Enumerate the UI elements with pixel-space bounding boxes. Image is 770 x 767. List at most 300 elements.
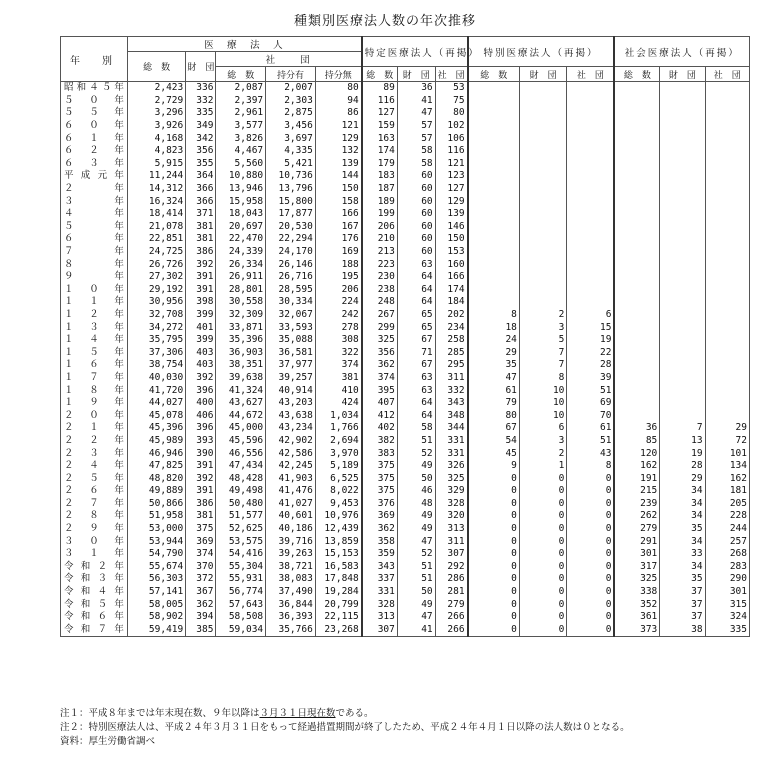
value-cell bbox=[519, 158, 567, 171]
value-cell: 372 bbox=[186, 573, 216, 586]
table-row bbox=[61, 271, 750, 284]
value-cell: 35,396 bbox=[216, 334, 266, 347]
footnotes bbox=[60, 707, 760, 749]
value-cell: 80 bbox=[435, 107, 467, 120]
value-cell: 69 bbox=[567, 397, 615, 410]
year-cell: ３０年 bbox=[61, 535, 128, 548]
table-row bbox=[61, 523, 750, 536]
value-cell: 37,306 bbox=[127, 346, 185, 359]
value-cell bbox=[660, 233, 705, 246]
value-cell: 188 bbox=[315, 258, 361, 271]
value-cell: 43 bbox=[567, 447, 615, 460]
value-cell: 43,638 bbox=[266, 409, 316, 422]
value-cell: 268 bbox=[705, 548, 749, 561]
value-cell: 58 bbox=[397, 422, 435, 435]
value-cell: 176 bbox=[315, 233, 361, 246]
value-cell: 285 bbox=[435, 346, 467, 359]
value-cell bbox=[519, 246, 567, 259]
value-cell: 391 bbox=[186, 271, 216, 284]
value-cell bbox=[705, 346, 749, 359]
value-cell: 390 bbox=[186, 447, 216, 460]
value-cell: 85 bbox=[614, 435, 659, 448]
value-cell: 40,030 bbox=[127, 372, 185, 385]
value-cell: 36,844 bbox=[266, 598, 316, 611]
value-cell bbox=[705, 233, 749, 246]
value-cell bbox=[705, 409, 749, 422]
value-cell: 224 bbox=[315, 296, 361, 309]
value-cell: 49 bbox=[397, 460, 435, 473]
value-cell: 17,877 bbox=[266, 208, 316, 221]
tokubetsu-zaidan-header: 財 団 bbox=[519, 67, 567, 82]
year-cell: ６年 bbox=[61, 233, 128, 246]
value-cell: 20,697 bbox=[216, 221, 266, 234]
value-cell bbox=[519, 208, 567, 221]
value-cell bbox=[614, 107, 659, 120]
value-cell: 41,720 bbox=[127, 384, 185, 397]
value-cell: 362 bbox=[186, 598, 216, 611]
value-cell bbox=[519, 233, 567, 246]
value-cell: 36,581 bbox=[266, 346, 316, 359]
value-cell: 42,586 bbox=[266, 447, 316, 460]
value-cell: 181 bbox=[705, 485, 749, 498]
value-cell: 369 bbox=[362, 510, 398, 523]
value-cell bbox=[614, 346, 659, 359]
value-cell: 48 bbox=[397, 498, 435, 511]
value-cell: 59,419 bbox=[127, 624, 185, 637]
value-cell: 381 bbox=[186, 233, 216, 246]
value-cell bbox=[614, 132, 659, 145]
value-cell bbox=[519, 120, 567, 133]
value-cell: 58,902 bbox=[127, 611, 185, 624]
value-cell: 47,434 bbox=[216, 460, 266, 473]
value-cell: 32,309 bbox=[216, 309, 266, 322]
value-cell: 50,866 bbox=[127, 498, 185, 511]
value-cell: 43,627 bbox=[216, 397, 266, 410]
value-cell bbox=[660, 95, 705, 108]
value-cell: 102 bbox=[435, 120, 467, 133]
value-cell: 51 bbox=[397, 561, 435, 574]
year-cell: 令和５年 bbox=[61, 598, 128, 611]
value-cell bbox=[614, 120, 659, 133]
table-row bbox=[61, 221, 750, 234]
value-cell: 58 bbox=[397, 145, 435, 158]
year-cell: １７年 bbox=[61, 372, 128, 385]
value-cell: 12,439 bbox=[315, 523, 361, 536]
value-cell: 174 bbox=[362, 145, 398, 158]
value-cell: 3,970 bbox=[315, 447, 361, 460]
value-cell bbox=[468, 195, 520, 208]
table-row bbox=[61, 485, 750, 498]
value-cell bbox=[660, 107, 705, 120]
value-cell: 424 bbox=[315, 397, 361, 410]
value-cell: 41,903 bbox=[266, 472, 316, 485]
value-cell: 0 bbox=[519, 611, 567, 624]
value-cell: 278 bbox=[315, 321, 361, 334]
value-cell bbox=[614, 246, 659, 259]
value-cell: 123 bbox=[435, 170, 467, 183]
value-cell: 15,958 bbox=[216, 195, 266, 208]
value-cell: 370 bbox=[186, 561, 216, 574]
value-cell: 45,078 bbox=[127, 409, 185, 422]
table-row bbox=[61, 447, 750, 460]
table-row bbox=[61, 284, 750, 297]
value-cell: 295 bbox=[435, 359, 467, 372]
value-cell: 41 bbox=[397, 95, 435, 108]
value-cell: 0 bbox=[519, 485, 567, 498]
value-cell bbox=[519, 82, 567, 95]
value-cell: 34 bbox=[660, 485, 705, 498]
value-cell bbox=[567, 271, 615, 284]
value-cell: 394 bbox=[186, 611, 216, 624]
zaidan-header: 財 団 bbox=[186, 52, 216, 82]
value-cell: 37 bbox=[660, 586, 705, 599]
table-row bbox=[61, 586, 750, 599]
value-cell: 0 bbox=[519, 535, 567, 548]
value-cell: 3,826 bbox=[216, 132, 266, 145]
year-cell: ２３年 bbox=[61, 447, 128, 460]
value-cell: 47 bbox=[397, 107, 435, 120]
year-cell: ２９年 bbox=[61, 523, 128, 536]
value-cell: 22,470 bbox=[216, 233, 266, 246]
note-1 bbox=[60, 707, 760, 721]
value-cell: 401 bbox=[186, 321, 216, 334]
value-cell: 70 bbox=[567, 409, 615, 422]
value-cell: 39 bbox=[567, 372, 615, 385]
table-row bbox=[61, 258, 750, 271]
value-cell: 0 bbox=[519, 548, 567, 561]
value-cell bbox=[519, 195, 567, 208]
value-cell: 286 bbox=[435, 573, 467, 586]
value-cell: 26,911 bbox=[216, 271, 266, 284]
value-cell: 242 bbox=[315, 309, 361, 322]
value-cell: 64 bbox=[397, 271, 435, 284]
value-cell: 290 bbox=[705, 573, 749, 586]
value-cell: 328 bbox=[362, 598, 398, 611]
year-cell: 昭和４５年 bbox=[61, 82, 128, 95]
value-cell: 60 bbox=[397, 183, 435, 196]
page-title: 種類別医療法人数の年次推移 bbox=[293, 14, 476, 29]
value-cell: 32,708 bbox=[127, 309, 185, 322]
value-cell: 308 bbox=[315, 334, 361, 347]
value-cell: 396 bbox=[186, 384, 216, 397]
value-cell bbox=[519, 296, 567, 309]
value-cell bbox=[567, 296, 615, 309]
value-cell: 60 bbox=[397, 221, 435, 234]
value-cell: 52,625 bbox=[216, 523, 266, 536]
tokutei-header: 特定医療法人（再掲） bbox=[362, 37, 468, 67]
value-cell bbox=[660, 334, 705, 347]
value-cell: 24,170 bbox=[266, 246, 316, 259]
value-cell: 2,397 bbox=[216, 95, 266, 108]
value-cell bbox=[614, 284, 659, 297]
value-cell: 40,914 bbox=[266, 384, 316, 397]
value-cell: 35,766 bbox=[266, 624, 316, 637]
value-cell bbox=[567, 120, 615, 133]
value-cell: 46,556 bbox=[216, 447, 266, 460]
value-cell: 381 bbox=[186, 510, 216, 523]
value-cell: 32,067 bbox=[266, 309, 316, 322]
value-cell: 42,245 bbox=[266, 460, 316, 473]
value-cell: 40,186 bbox=[266, 523, 316, 536]
value-cell: 391 bbox=[186, 485, 216, 498]
value-cell: 27,302 bbox=[127, 271, 185, 284]
value-cell: 399 bbox=[186, 334, 216, 347]
value-cell: 39,257 bbox=[266, 372, 316, 385]
mochibun-ari-header: 持分有 bbox=[266, 67, 316, 82]
value-cell: 361 bbox=[614, 611, 659, 624]
year-cell: 令和２年 bbox=[61, 561, 128, 574]
year-cell: ５５年 bbox=[61, 107, 128, 120]
value-cell: 159 bbox=[362, 120, 398, 133]
value-cell: 1,766 bbox=[315, 422, 361, 435]
value-cell: 4,823 bbox=[127, 145, 185, 158]
value-cell bbox=[567, 233, 615, 246]
value-cell: 80 bbox=[468, 409, 520, 422]
note-2: 注２：特別医療法人は、平成２４年３月３１日をもって経過措置期間が終了したため、平成２４年４月１日以降の法人数は０となる。 bbox=[60, 722, 630, 733]
value-cell bbox=[468, 82, 520, 95]
value-cell: 410 bbox=[315, 384, 361, 397]
value-cell: 391 bbox=[186, 460, 216, 473]
value-cell: 358 bbox=[362, 535, 398, 548]
value-cell: 325 bbox=[435, 472, 467, 485]
year-cell: ９年 bbox=[61, 271, 128, 284]
value-cell: 332 bbox=[186, 95, 216, 108]
value-cell: 49,889 bbox=[127, 485, 185, 498]
table-row bbox=[61, 346, 750, 359]
value-cell: 65 bbox=[397, 309, 435, 322]
value-cell: 20,799 bbox=[315, 598, 361, 611]
value-cell: 4,168 bbox=[127, 132, 185, 145]
value-cell: 19,284 bbox=[315, 586, 361, 599]
value-cell bbox=[705, 246, 749, 259]
year-cell: ２７年 bbox=[61, 498, 128, 511]
value-cell: 8,022 bbox=[315, 485, 361, 498]
value-cell: 150 bbox=[435, 233, 467, 246]
value-cell: 381 bbox=[186, 221, 216, 234]
value-cell bbox=[614, 309, 659, 322]
value-cell: 45,596 bbox=[216, 435, 266, 448]
value-cell: 313 bbox=[435, 523, 467, 536]
year-cell: ７年 bbox=[61, 246, 128, 259]
value-cell: 5,421 bbox=[266, 158, 316, 171]
value-cell bbox=[567, 158, 615, 171]
value-cell: 37,490 bbox=[266, 586, 316, 599]
value-cell bbox=[660, 246, 705, 259]
value-cell: 29 bbox=[660, 472, 705, 485]
value-cell: 400 bbox=[186, 397, 216, 410]
year-cell: ３年 bbox=[61, 195, 128, 208]
value-cell: 45 bbox=[468, 447, 520, 460]
value-cell: 0 bbox=[519, 598, 567, 611]
table-row bbox=[61, 132, 750, 145]
value-cell bbox=[660, 384, 705, 397]
value-cell: 0 bbox=[468, 586, 520, 599]
value-cell: 386 bbox=[186, 246, 216, 259]
value-cell bbox=[468, 246, 520, 259]
year-cell: ６０年 bbox=[61, 120, 128, 133]
value-cell: 56,774 bbox=[216, 586, 266, 599]
value-cell: 22,115 bbox=[315, 611, 361, 624]
value-cell: 362 bbox=[362, 523, 398, 536]
value-cell: 382 bbox=[362, 435, 398, 448]
value-cell: 3 bbox=[519, 435, 567, 448]
total-header: 総 数 bbox=[127, 52, 185, 82]
value-cell: 0 bbox=[567, 586, 615, 599]
year-header: 年 別 bbox=[61, 37, 128, 82]
table-body bbox=[61, 82, 750, 637]
value-cell: 331 bbox=[362, 586, 398, 599]
value-cell: 20,530 bbox=[266, 221, 316, 234]
value-cell: 67 bbox=[397, 334, 435, 347]
value-cell: 15 bbox=[567, 321, 615, 334]
value-cell: 63 bbox=[397, 372, 435, 385]
value-cell: 326 bbox=[435, 460, 467, 473]
value-cell bbox=[705, 158, 749, 171]
value-cell: 376 bbox=[362, 498, 398, 511]
year-cell: ２１年 bbox=[61, 422, 128, 435]
value-cell: 13,946 bbox=[216, 183, 266, 196]
value-cell bbox=[705, 296, 749, 309]
value-cell: 0 bbox=[468, 535, 520, 548]
note-1-text-a: 注１：平成８年までは年末現在数、９年以降は bbox=[60, 708, 260, 719]
value-cell: 2,729 bbox=[127, 95, 185, 108]
value-cell: 139 bbox=[435, 208, 467, 221]
year-cell: １８年 bbox=[61, 384, 128, 397]
value-cell: 281 bbox=[435, 586, 467, 599]
value-cell: 43,234 bbox=[266, 422, 316, 435]
table-row bbox=[61, 120, 750, 133]
value-cell: 10,976 bbox=[315, 510, 361, 523]
table-row bbox=[61, 107, 750, 120]
value-cell: 10,880 bbox=[216, 170, 266, 183]
value-cell bbox=[660, 409, 705, 422]
value-cell: 406 bbox=[186, 409, 216, 422]
value-cell: 279 bbox=[614, 523, 659, 536]
value-cell: 121 bbox=[435, 158, 467, 171]
value-cell bbox=[567, 170, 615, 183]
value-cell: 7 bbox=[519, 346, 567, 359]
value-cell bbox=[614, 233, 659, 246]
value-cell: 359 bbox=[362, 548, 398, 561]
value-cell: 47 bbox=[468, 372, 520, 385]
value-cell: 162 bbox=[705, 472, 749, 485]
year-cell: ２２年 bbox=[61, 435, 128, 448]
value-cell: 116 bbox=[435, 145, 467, 158]
value-cell bbox=[468, 158, 520, 171]
value-cell bbox=[705, 271, 749, 284]
value-cell: 403 bbox=[186, 359, 216, 372]
value-cell: 324 bbox=[705, 611, 749, 624]
value-cell: 22 bbox=[567, 346, 615, 359]
table-row bbox=[61, 321, 750, 334]
value-cell bbox=[660, 296, 705, 309]
value-cell: 373 bbox=[614, 624, 659, 637]
value-cell: 30,558 bbox=[216, 296, 266, 309]
value-cell: 63 bbox=[397, 384, 435, 397]
value-cell: 266 bbox=[435, 611, 467, 624]
value-cell: 311 bbox=[435, 372, 467, 385]
year-cell: ４年 bbox=[61, 208, 128, 221]
value-cell: 44,672 bbox=[216, 409, 266, 422]
value-cell: 349 bbox=[186, 120, 216, 133]
value-cell: 51,577 bbox=[216, 510, 266, 523]
value-cell: 244 bbox=[705, 523, 749, 536]
value-cell: 59,034 bbox=[216, 624, 266, 637]
value-cell: 315 bbox=[705, 598, 749, 611]
value-cell: 1 bbox=[519, 460, 567, 473]
value-cell: 0 bbox=[519, 498, 567, 511]
value-cell: 393 bbox=[186, 435, 216, 448]
shakai-shadan-header: 社 団 bbox=[705, 67, 749, 82]
value-cell: 5 bbox=[519, 334, 567, 347]
value-cell: 5,915 bbox=[127, 158, 185, 171]
value-cell: 0 bbox=[468, 624, 520, 637]
value-cell: 7 bbox=[660, 422, 705, 435]
value-cell: 60 bbox=[397, 233, 435, 246]
value-cell: 18 bbox=[468, 321, 520, 334]
value-cell: 0 bbox=[567, 548, 615, 561]
value-cell: 54,416 bbox=[216, 548, 266, 561]
value-cell: 325 bbox=[362, 334, 398, 347]
value-cell: 41,324 bbox=[216, 384, 266, 397]
value-cell: 313 bbox=[362, 611, 398, 624]
value-cell: 239 bbox=[614, 498, 659, 511]
value-cell: 9,453 bbox=[315, 498, 361, 511]
value-cell: 0 bbox=[468, 523, 520, 536]
value-cell: 344 bbox=[435, 422, 467, 435]
note-1-underlined: ３月３１日現在数 bbox=[259, 708, 336, 719]
value-cell bbox=[567, 284, 615, 297]
value-cell bbox=[519, 145, 567, 158]
year-cell: ２４年 bbox=[61, 460, 128, 473]
value-cell: 205 bbox=[705, 498, 749, 511]
value-cell: 121 bbox=[315, 120, 361, 133]
value-cell: 37 bbox=[660, 598, 705, 611]
value-cell: 343 bbox=[435, 397, 467, 410]
value-cell: 2,087 bbox=[216, 82, 266, 95]
table-row bbox=[61, 397, 750, 410]
year-cell: ２年 bbox=[61, 183, 128, 196]
value-cell: 50 bbox=[397, 586, 435, 599]
year-cell: １９年 bbox=[61, 397, 128, 410]
value-cell bbox=[614, 158, 659, 171]
value-cell: 257 bbox=[705, 535, 749, 548]
value-cell: 228 bbox=[705, 510, 749, 523]
value-cell: 158 bbox=[315, 195, 361, 208]
value-cell: 120 bbox=[614, 447, 659, 460]
year-cell: １０年 bbox=[61, 284, 128, 297]
table-row bbox=[61, 384, 750, 397]
value-cell bbox=[614, 208, 659, 221]
value-cell bbox=[614, 95, 659, 108]
value-cell bbox=[705, 321, 749, 334]
year-cell: １５年 bbox=[61, 346, 128, 359]
value-cell: 39,716 bbox=[266, 535, 316, 548]
value-cell: 19 bbox=[567, 334, 615, 347]
value-cell: 35 bbox=[660, 573, 705, 586]
value-cell: 10 bbox=[519, 397, 567, 410]
value-cell: 94 bbox=[315, 95, 361, 108]
value-cell: 67 bbox=[468, 422, 520, 435]
value-cell: 266 bbox=[435, 624, 467, 637]
value-cell bbox=[614, 397, 659, 410]
value-cell: 8 bbox=[468, 309, 520, 322]
table-row bbox=[61, 145, 750, 158]
shadan-total-header: 総 数 bbox=[216, 67, 266, 82]
value-cell bbox=[468, 95, 520, 108]
table-row bbox=[61, 95, 750, 108]
value-cell: 342 bbox=[186, 132, 216, 145]
